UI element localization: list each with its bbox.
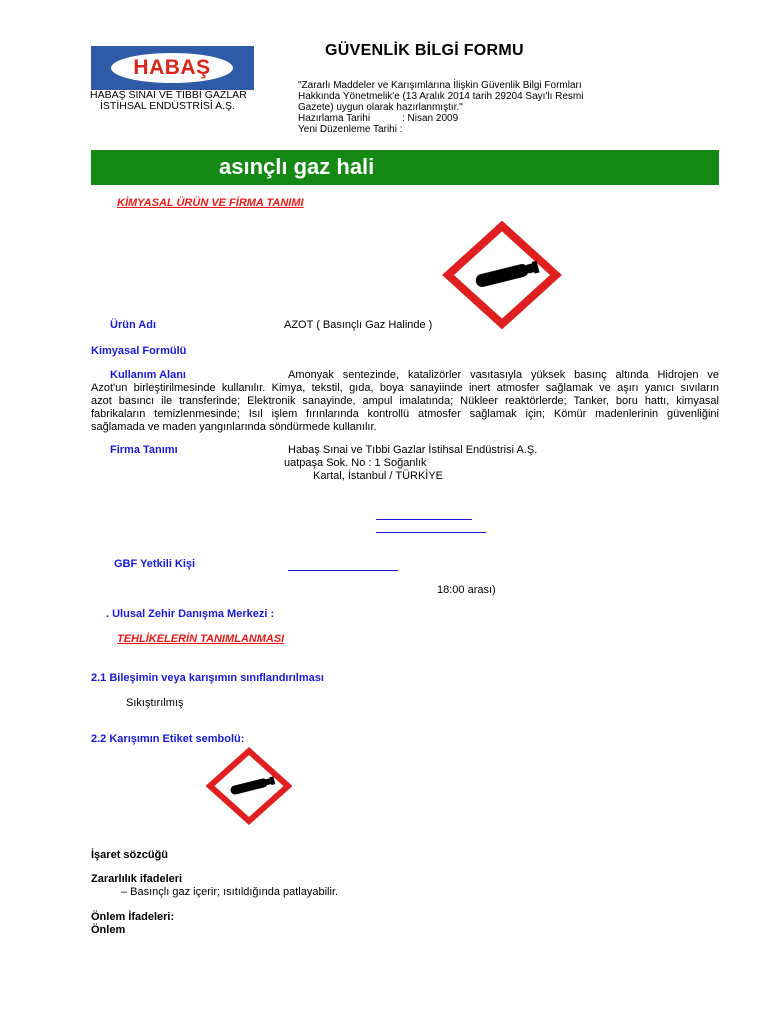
company-logo — [91, 46, 254, 90]
precaution-statements-label: Önlem İfadeleri: — [91, 911, 175, 923]
precaution-sub-label: Önlem — [91, 924, 126, 936]
intro-line-3: Gazete) uygun olarak hazırlanmıştır." — [298, 102, 463, 113]
signal-word-label: İşaret sözcüğü — [91, 849, 169, 861]
logo-text: HABAŞ — [133, 56, 211, 79]
classification-label: 2.1 Bileşimin veya karışımın sınıflandırılması — [91, 672, 324, 684]
classification-value: Sıkıştırılmış — [126, 697, 184, 709]
prep-date-label: Hazırlama Tarihi — [298, 113, 371, 124]
contact-person-label: GBF Yetkili Kişi — [114, 558, 196, 570]
gas-cylinder-ghs04-icon — [442, 220, 562, 330]
company-name — [90, 90, 247, 112]
website-link[interactable] — [376, 532, 486, 533]
usage-label: Kullanım Alanı — [110, 369, 186, 381]
product-name-value: AZOT ( Basınçlı Gaz Halinde ) — [284, 319, 433, 331]
hazard-statement: – Basınçlı gaz içerir; ısıtıldığında patlayabilir. — [121, 886, 339, 898]
intro-line-2: Hakkında Yönetmelik'e (13 Aralık 2014 tarih 29204 Sayı'lı Resmi — [298, 91, 584, 102]
section1-title: KİMYASAL ÜRÜN VE FİRMA TANIMI — [117, 197, 304, 209]
company-line-2: İSTİHSAL ENDÜSTRİSİ A.Ş. — [100, 100, 235, 112]
usage-text-first: Amonyak sentezinde, katalizörler vasıtasıyla yüksek basınç altında Hidrojen ve — [288, 369, 719, 381]
prep-date-value: : Nisan 2009 — [402, 113, 459, 124]
company-line-1: HABAŞ SINAI VE TIBBİ GAZLAR — [90, 89, 247, 101]
firm-line-1: Habaş Sınai ve Tıbbi Gazlar İstihsal Endüstrisi A.Ş. — [288, 444, 538, 456]
usage-line-2: Azot'un birleştirilmesinde kullanılır. Kimya, tekstil, gıda, boya sanayiinde inert atmosfer sağlamak ve aşırı yanıcı sıvıların — [91, 382, 719, 394]
contact-email-link[interactable] — [288, 570, 398, 571]
firm-line-2: uatpaşa Sok. No : 1 Soğanlık — [284, 457, 427, 469]
banner-title: asınçlı gaz hali — [219, 154, 375, 179]
prep-date-row — [298, 113, 598, 124]
firm-line-3: Kartal, İstanbul / TÜRKİYE — [313, 470, 444, 482]
chemical-formula-label: Kimyasal Formülü — [91, 345, 187, 357]
poison-center-label: . Ulusal Zehir Danışma Merkezi : — [106, 608, 275, 620]
email-link[interactable] — [376, 519, 472, 520]
usage-paragraph — [91, 382, 719, 434]
banner — [91, 150, 719, 185]
label-symbol-label: 2.2 Karışımın Etiket sembolü: — [91, 733, 245, 745]
working-hours-text: 18:00 arası) — [437, 584, 496, 596]
usage-line-3: azot basıncı ile transferinde; Elektronik sanayinde, ampul imalatında; Nükleer reaktörlerde; Tanker, boru hattı, kimyasal — [91, 395, 719, 407]
form-title: GÜVENLİK BİLGİ FORMU — [325, 42, 524, 59]
product-name-label: Ürün Adı — [110, 319, 157, 331]
hazard-statements-label: Zararlılık ifadeleri — [91, 873, 183, 885]
usage-line-5: sağlamada ve maden yangınlarında söndürmede kullanılır. — [91, 421, 377, 433]
firm-address — [284, 444, 538, 483]
regulation-intro — [298, 80, 598, 135]
section2-title: TEHLİKELERİN TANIMLANMASI — [117, 633, 285, 645]
intro-line-1: "Zararlı Maddeler ve Karışımlarına İlişkin Güvenlik Bilgi Formları — [298, 80, 582, 91]
gas-cylinder-ghs04-icon — [206, 747, 292, 825]
firm-label: Firma Tanımı — [110, 444, 178, 456]
revision-date-label: Yeni Düzenleme Tarihi : — [298, 124, 403, 135]
usage-line-4: fabrikaların temizlenmesinde; Isıl işlem fırınlarında kontrollü atmosfer sağlamak için; Kömür madenlerinin güvenliğini — [91, 408, 719, 420]
logo-pill — [111, 53, 233, 83]
